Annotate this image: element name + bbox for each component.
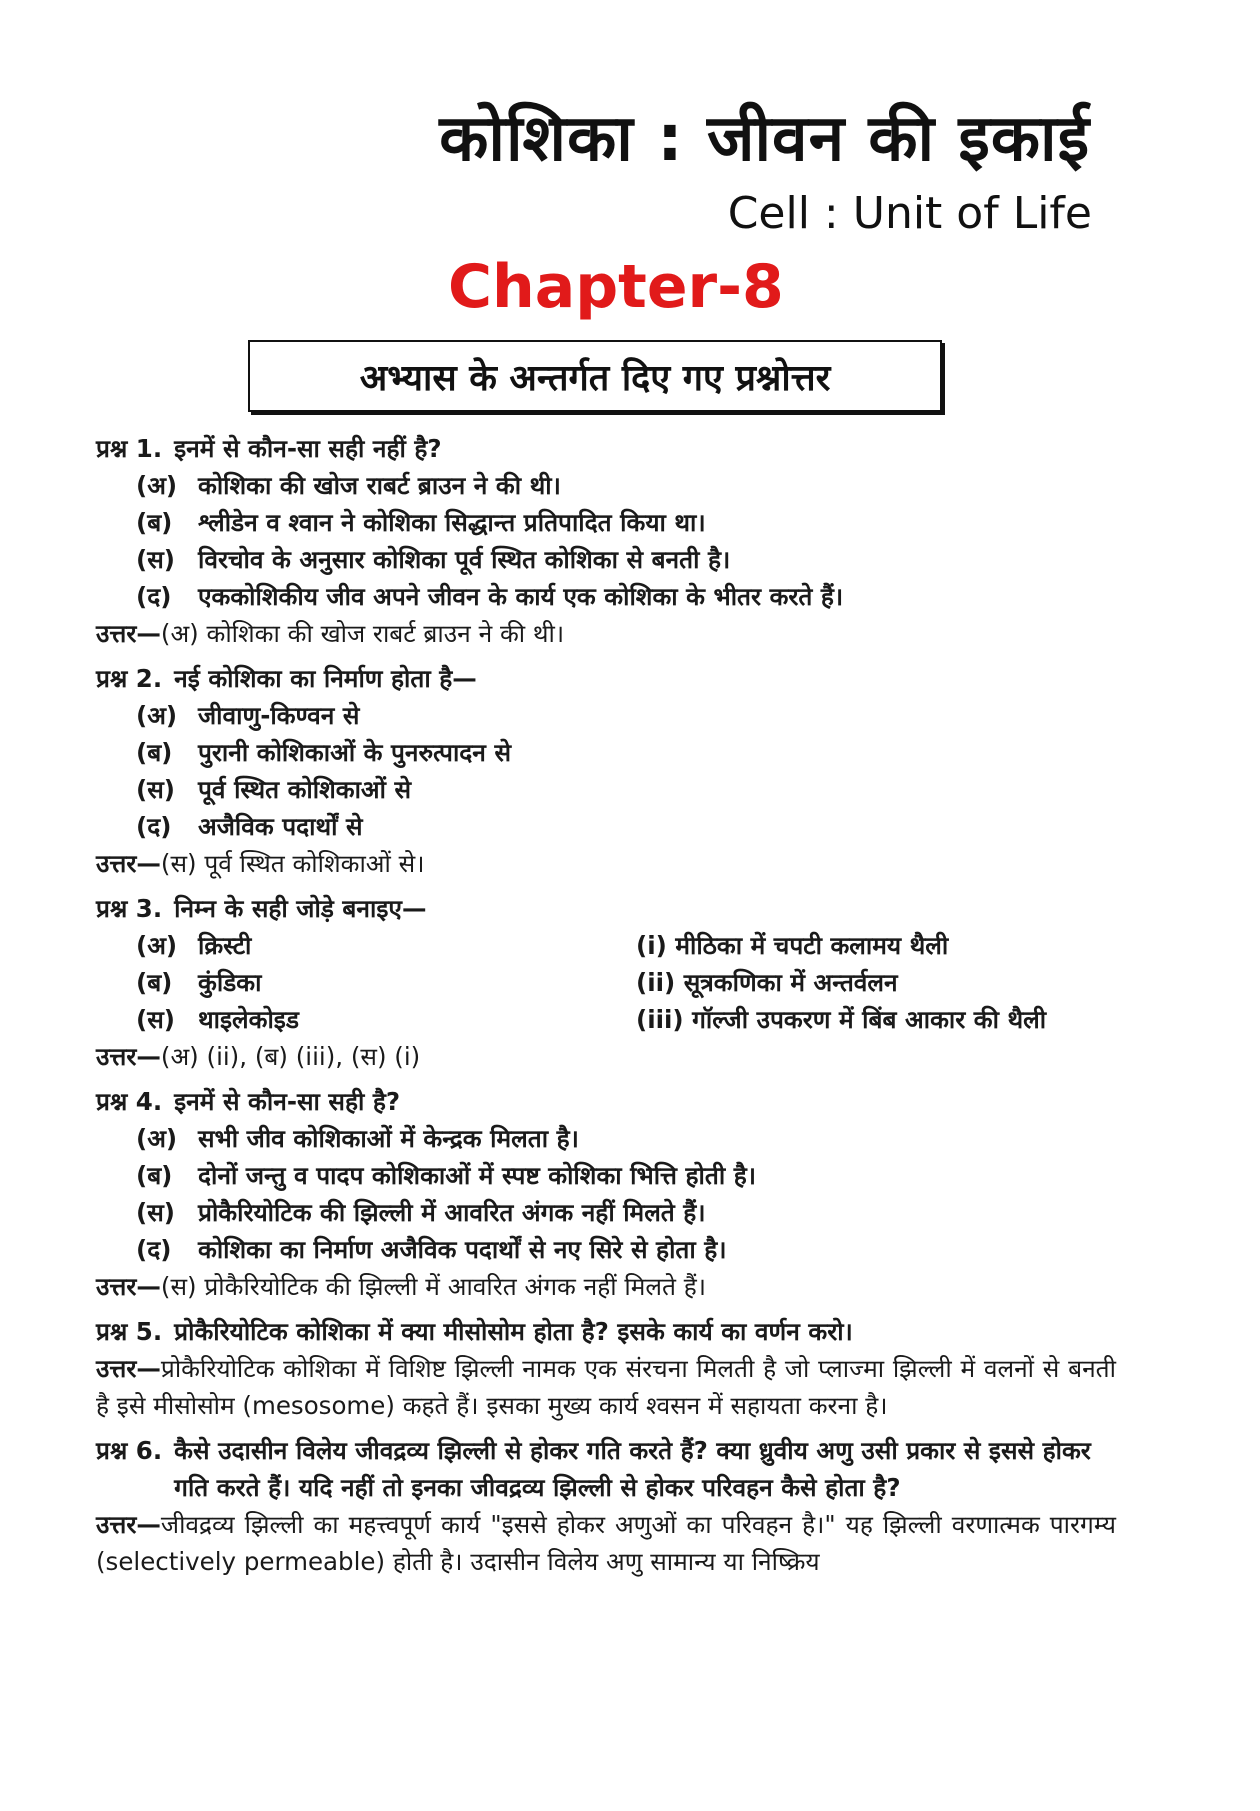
answer-text: जीवद्रव्य झिल्ली का महत्त्वपूर्ण कार्य "इससे होकर अणुओं का परिवहन है।" यह झिल्ली वरणात्मक पारगम्य (selectively permeable) होती है। उदासीन विलेय अणु सामान्य या निष्क्रिय (96, 1510, 1116, 1576)
option-text: सभी जीव कोशिकाओं में केन्द्रक मिलता है। (198, 1124, 579, 1153)
answer (96, 1350, 1116, 1424)
option-text: कोशिका की खोज राबर्ट ब्राउन ने की थी। (198, 471, 561, 500)
match-label: (स) (136, 1005, 175, 1034)
section-heading: अभ्यास के अन्तर्गत दिए गए प्रश्नोत्तर (359, 357, 831, 399)
answer-label: उत्तर— (96, 1354, 161, 1383)
question-1 (96, 430, 1116, 467)
question-number: प्रश्न 2. (96, 664, 163, 693)
option-text: विरचोव के अनुसार कोशिका पूर्व स्थित कोशिका से बनती है। (198, 545, 731, 574)
question-block-5 (96, 1313, 1116, 1424)
match-left-text: थाइलेकोइड (198, 1005, 299, 1034)
option-label: (अ) (136, 471, 178, 500)
option-label: (ब) (136, 508, 173, 537)
match-left-text: क्रिस्टी (198, 931, 252, 960)
answer (96, 615, 1116, 652)
answer (96, 1506, 1116, 1580)
question-5 (96, 1313, 1116, 1350)
match-row (136, 927, 1116, 964)
section-heading-box (248, 340, 942, 412)
answer-text: (अ) कोशिका की खोज राबर्ट ब्राउन ने की थी। (160, 619, 565, 648)
answer (96, 1038, 1116, 1075)
option (136, 467, 1116, 504)
option (136, 734, 1116, 771)
option (136, 1231, 1116, 1268)
option-label: (ब) (136, 1161, 173, 1190)
match-right-text: (i) मीठिका में चपटी कलामय थैली (636, 931, 949, 960)
option-label: (अ) (136, 1124, 178, 1153)
option-label: (द) (136, 1235, 172, 1264)
option (136, 1194, 1116, 1231)
question-3 (96, 890, 1116, 927)
question-2 (96, 660, 1116, 697)
option-text: पुरानी कोशिकाओं के पुनरुत्पादन से (198, 738, 512, 767)
option (136, 578, 1116, 615)
option (136, 808, 1116, 845)
option-text: जीवाणु-किण्वन से (198, 701, 360, 730)
option (136, 697, 1116, 734)
option-text: पूर्व स्थित कोशिकाओं से (198, 775, 412, 804)
match-right-text: (ii) सूत्रकणिका में अन्तर्वलन (636, 968, 898, 997)
match-row (136, 964, 1116, 1001)
question-text: नई कोशिका का निर्माण होता है— (174, 664, 477, 693)
option-label: (द) (136, 582, 172, 611)
match-label: (ब) (136, 968, 173, 997)
option-text: प्रोकैरियोटिक की झिल्ली में आवरित अंगक नहीं मिलते हैं। (198, 1198, 706, 1227)
option (136, 771, 1116, 808)
answer-text: (अ) (ii), (ब) (iii), (स) (i) (160, 1042, 421, 1071)
question-block-3 (96, 890, 1116, 1075)
option-text: दोनों जन्तु व पादप कोशिकाओं में स्पष्ट कोशिका भित्ति होती है। (198, 1161, 756, 1190)
question-number: प्रश्न 1. (96, 434, 163, 463)
question-text: प्रोकैरियोटिक कोशिका में क्या मीसोसोम होता है? इसके कार्य का वर्णन करो। (174, 1317, 853, 1346)
answer-label: उत्तर— (96, 1272, 161, 1301)
option (136, 504, 1116, 541)
question-block-1 (96, 430, 1116, 652)
question-number: प्रश्न 3. (96, 894, 163, 923)
chapter-title-hindi: कोशिका : जीवन की इकाई (439, 102, 1090, 176)
question-text: इनमें से कौन-सा सही नहीं है? (174, 434, 442, 463)
question-block-6 (96, 1432, 1116, 1580)
question-text: कैसे उदासीन विलेय जीवद्रव्य झिल्ली से होकर गति करते हैं? क्या ध्रुवीय अणु उसी प्रकार से इससे होकर गति करते हैं। यदि नहीं तो इनका जीवद्रव्य झिल्ली से होकर परिवहन कैसे होता है? (174, 1436, 1091, 1502)
option-label: (स) (136, 1198, 175, 1227)
qa-content (96, 430, 1116, 1588)
option-text: कोशिका का निर्माण अजैविक पदार्थों से नए सिरे से होता है। (198, 1235, 727, 1264)
answer-label: उत्तर— (96, 1510, 161, 1539)
answer (96, 845, 1116, 882)
option-label: (स) (136, 545, 175, 574)
answer-text: (स) प्रोकैरियोटिक की झिल्ली में आवरित अंगक नहीं मिलते हैं। (160, 1272, 707, 1301)
answer-label: उत्तर— (96, 1042, 161, 1071)
question-number: प्रश्न 6. (96, 1436, 163, 1465)
match-row (136, 1001, 1116, 1038)
answer-label: उत्तर— (96, 849, 161, 878)
answer-label: उत्तर— (96, 619, 161, 648)
answer (96, 1268, 1116, 1305)
option-text: श्लीडेन व श्वान ने कोशिका सिद्धान्त प्रतिपादित किया था। (198, 508, 706, 537)
option (136, 1120, 1116, 1157)
option-label: (अ) (136, 701, 178, 730)
question-number: प्रश्न 4. (96, 1087, 163, 1116)
answer-text: प्रोकैरियोटिक कोशिका में विशिष्ट झिल्ली नामक एक संरचना मिलती है जो प्लाज्मा झिल्ली में वलनों से बनती है इसे मीसोसोम (mesosome) कहते हैं। इसका मुख्य कार्य श्वसन में सहायता करना है। (96, 1354, 1116, 1420)
option (136, 1157, 1116, 1194)
option-text: अजैविक पदार्थों से (198, 812, 363, 841)
match-right-text: (iii) गॉल्जी उपकरण में बिंब आकार की थैली (636, 1005, 1047, 1034)
chapter-number: Chapter-8 (448, 252, 784, 322)
answer-text: (स) पूर्व स्थित कोशिकाओं से। (160, 849, 425, 878)
option-label: (द) (136, 812, 172, 841)
option-text: एककोशिकीय जीव अपने जीवन के कार्य एक कोशिका के भीतर करते हैं। (198, 582, 844, 611)
question-text: इनमें से कौन-सा सही है? (174, 1087, 401, 1116)
question-4 (96, 1083, 1116, 1120)
match-label: (अ) (136, 931, 178, 960)
question-block-4 (96, 1083, 1116, 1305)
option (136, 541, 1116, 578)
chapter-title-english: Cell : Unit of Life (727, 188, 1092, 239)
option-label: (स) (136, 775, 175, 804)
question-6 (96, 1432, 1116, 1506)
question-number: प्रश्न 5. (96, 1317, 163, 1346)
question-block-2 (96, 660, 1116, 882)
option-label: (ब) (136, 738, 173, 767)
question-text: निम्न के सही जोड़े बनाइए— (174, 894, 427, 923)
match-left-text: कुंडिका (198, 968, 262, 997)
